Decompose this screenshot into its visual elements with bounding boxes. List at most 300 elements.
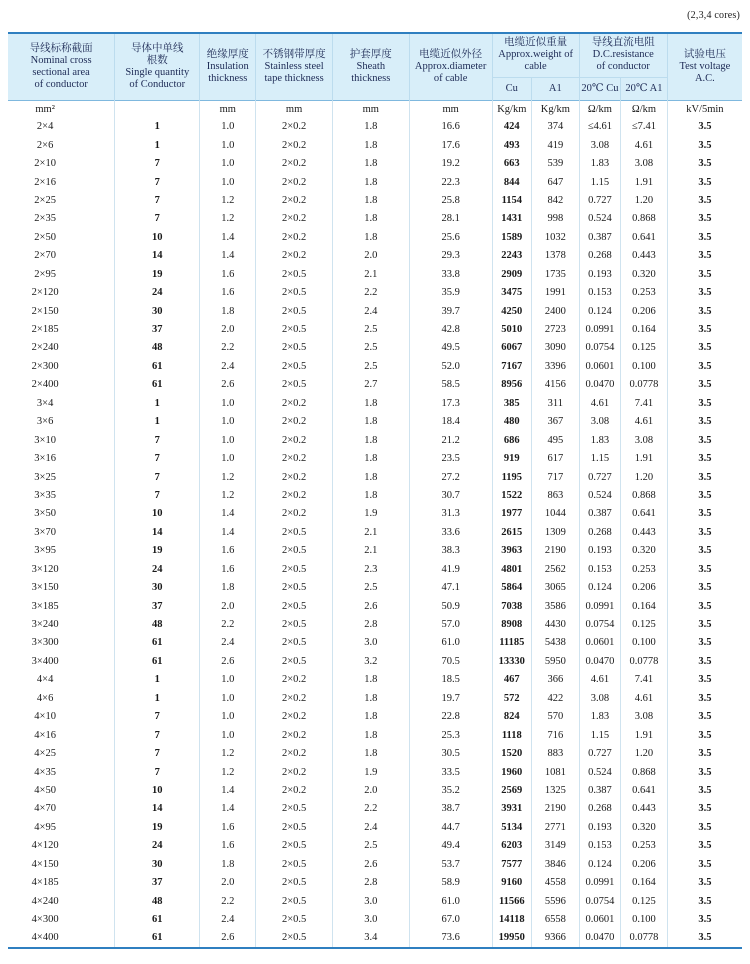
sheath-cell: 2.0 <box>332 247 409 265</box>
tape-cell: 2×0.2 <box>256 247 333 265</box>
weight-cu-cell: 3475 <box>492 283 531 301</box>
tape-cell: 2×0.5 <box>256 873 333 891</box>
sheath-cell: 2.5 <box>332 837 409 855</box>
diameter-cell: 61.0 <box>409 892 492 910</box>
voltage-cell: 3.5 <box>698 213 712 225</box>
diameter-cell: 29.3 <box>409 247 492 265</box>
sheath-cell: 1.8 <box>332 449 409 467</box>
insulation-cell: 2.2 <box>200 339 256 357</box>
insulation-cell: 1.2 <box>200 744 256 762</box>
insulation-cell: 1.8 <box>200 855 256 873</box>
weight-al-cell: 2190 <box>531 800 579 818</box>
resistance-al-cell: 4.61 <box>621 689 668 707</box>
nominal-cell: 3×70 <box>8 523 115 541</box>
voltage-cell: 3.5 <box>698 397 712 409</box>
weight-al-cell: 883 <box>531 744 579 762</box>
tape-cell: 2×0.2 <box>256 763 333 781</box>
single-qty-cell: 19 <box>115 818 200 836</box>
insulation-cell: 1.4 <box>200 247 256 265</box>
insulation-cell: 2.0 <box>200 597 256 615</box>
diameter-cell: 52.0 <box>409 357 492 375</box>
tape-cell: 2×0.2 <box>256 505 333 523</box>
weight-al-cell: 2400 <box>531 302 579 320</box>
insulation-cell: 1.4 <box>200 228 256 246</box>
weight-al-cell: 539 <box>531 154 579 172</box>
resistance-al-cell: 0.641 <box>621 228 668 246</box>
diameter-cell: 19.2 <box>409 154 492 172</box>
single-qty-cell: 24 <box>115 560 200 578</box>
single-qty-cell: 1 <box>115 689 200 707</box>
unit-nominal-cell: mm² <box>8 100 115 118</box>
nominal-cell: 3×25 <box>8 468 115 486</box>
insulation-cell: 1.8 <box>200 302 256 320</box>
header-sheath: 护套厚度 Sheath thickness <box>332 33 409 100</box>
resistance-cu-cell: 0.124 <box>579 302 620 320</box>
insulation-cell: 1.0 <box>200 689 256 707</box>
nominal-cell: 4×300 <box>8 910 115 928</box>
weight-al-cell: 842 <box>531 191 579 209</box>
voltage-cell: 3.5 <box>698 729 712 741</box>
unit-sheath-cell: mm <box>332 100 409 118</box>
weight-al-cell: 3586 <box>531 597 579 615</box>
resistance-cu-cell: 3.08 <box>579 689 620 707</box>
nominal-cell: 2×25 <box>8 191 115 209</box>
resistance-al-cell: 1.91 <box>621 173 668 191</box>
voltage-cell: 3.5 <box>698 655 712 667</box>
diameter-cell: 42.8 <box>409 320 492 338</box>
nominal-cell: 4×120 <box>8 837 115 855</box>
voltage-cell: 3.5 <box>698 360 712 372</box>
nominal-cell: 2×400 <box>8 376 115 394</box>
nominal-cell: 4×16 <box>8 726 115 744</box>
sheath-cell: 1.8 <box>332 154 409 172</box>
voltage-cell: 3.5 <box>698 305 712 317</box>
single-qty-cell: 30 <box>115 855 200 873</box>
nominal-cell: 2×240 <box>8 339 115 357</box>
resistance-al-cell: 1.20 <box>621 468 668 486</box>
nominal-cell: 4×35 <box>8 763 115 781</box>
sheath-cell: 2.5 <box>332 320 409 338</box>
sheath-cell: 2.1 <box>332 265 409 283</box>
weight-al-cell: 5438 <box>531 634 579 652</box>
insulation-cell: 1.0 <box>200 154 256 172</box>
weight-cu-cell: 467 <box>492 671 531 689</box>
resistance-al-cell: 0.443 <box>621 247 668 265</box>
voltage-cell: 3.5 <box>698 287 712 299</box>
single-qty-cell: 61 <box>115 376 200 394</box>
insulation-cell: 2.4 <box>200 910 256 928</box>
resistance-al-cell: 0.0778 <box>621 376 668 394</box>
header-insulation: 绝缘厚度 Insulation thickness <box>200 33 256 100</box>
weight-al-cell: 4156 <box>531 376 579 394</box>
tape-cell: 2×0.2 <box>256 413 333 431</box>
weight-cu-cell: 1431 <box>492 210 531 228</box>
tape-cell: 2×0.5 <box>256 634 333 652</box>
table-row <box>8 763 742 781</box>
table-row <box>8 726 742 744</box>
resistance-al-cell: 0.253 <box>621 283 668 301</box>
tape-cell: 2×0.5 <box>256 929 333 948</box>
single-qty-cell: 1 <box>115 394 200 412</box>
table-row <box>8 413 742 431</box>
weight-al-cell: 5950 <box>531 652 579 670</box>
diameter-cell: 18.4 <box>409 413 492 431</box>
resistance-al-cell: 4.61 <box>621 413 668 431</box>
single-qty-cell: 30 <box>115 302 200 320</box>
sheath-cell: 2.6 <box>332 597 409 615</box>
sheath-cell: 2.4 <box>332 302 409 320</box>
insulation-cell: 1.0 <box>200 726 256 744</box>
diameter-cell: 33.6 <box>409 523 492 541</box>
tape-cell: 2×0.5 <box>256 302 333 320</box>
nominal-cell: 3×300 <box>8 634 115 652</box>
table-row <box>8 708 742 726</box>
weight-cu-cell: 1154 <box>492 191 531 209</box>
weight-al-cell: 1032 <box>531 228 579 246</box>
resistance-cu-cell: 0.193 <box>579 542 620 560</box>
diameter-cell: 49.5 <box>409 339 492 357</box>
nominal-cell: 3×50 <box>8 505 115 523</box>
weight-al-cell: 3846 <box>531 855 579 873</box>
voltage-cell: 3.5 <box>698 748 712 760</box>
nominal-cell: 4×185 <box>8 873 115 891</box>
weight-cu-cell: 11566 <box>492 892 531 910</box>
weight-al-cell: 5596 <box>531 892 579 910</box>
voltage-cell: 3.5 <box>698 803 712 815</box>
voltage-cell: 3.5 <box>698 379 712 391</box>
voltage-cell: 3.5 <box>698 914 712 926</box>
tape-cell: 2×0.5 <box>256 523 333 541</box>
diameter-cell: 27.2 <box>409 468 492 486</box>
single-qty-cell: 14 <box>115 523 200 541</box>
diameter-cell: 70.5 <box>409 652 492 670</box>
table-row <box>8 542 742 560</box>
weight-cu-cell: 493 <box>492 136 531 154</box>
single-qty-cell: 30 <box>115 578 200 596</box>
weight-al-cell: 3396 <box>531 357 579 375</box>
resistance-al-cell: 0.868 <box>621 486 668 504</box>
sheath-cell: 1.8 <box>332 413 409 431</box>
diameter-cell: 16.6 <box>409 118 492 136</box>
table-row <box>8 431 742 449</box>
voltage-cell: 3.5 <box>698 766 712 778</box>
tape-cell: 2×0.2 <box>256 744 333 762</box>
diameter-cell: 58.5 <box>409 376 492 394</box>
diameter-cell: 61.0 <box>409 634 492 652</box>
weight-al-cell: 3065 <box>531 578 579 596</box>
insulation-cell: 2.6 <box>200 652 256 670</box>
table-row <box>8 376 742 394</box>
weight-al-cell: 3090 <box>531 339 579 357</box>
voltage-cell: 3.5 <box>698 416 712 428</box>
weight-cu-cell: 6067 <box>492 339 531 357</box>
diameter-cell: 35.9 <box>409 283 492 301</box>
table-row <box>8 468 742 486</box>
weight-cu-cell: 13330 <box>492 652 531 670</box>
resistance-al-cell: 0.320 <box>621 818 668 836</box>
resistance-al-cell: 0.206 <box>621 578 668 596</box>
weight-al-cell: 716 <box>531 726 579 744</box>
diameter-cell: 73.6 <box>409 929 492 948</box>
resistance-cu-cell: 0.268 <box>579 247 620 265</box>
diameter-cell: 22.3 <box>409 173 492 191</box>
weight-cu-cell: 7577 <box>492 855 531 873</box>
nominal-cell: 4×4 <box>8 671 115 689</box>
cores-note: (2,3,4 cores) <box>687 10 740 21</box>
tape-cell: 2×0.2 <box>256 708 333 726</box>
resistance-al-cell: 4.61 <box>621 136 668 154</box>
resistance-al-cell: 0.0778 <box>621 929 668 948</box>
weight-al-cell: 422 <box>531 689 579 707</box>
voltage-cell: 3.5 <box>698 250 712 262</box>
weight-al-cell: 311 <box>531 394 579 412</box>
weight-cu-cell: 424 <box>492 118 531 136</box>
diameter-cell: 25.6 <box>409 228 492 246</box>
insulation-cell: 1.0 <box>200 431 256 449</box>
single-qty-cell: 7 <box>115 210 200 228</box>
sheath-cell: 1.8 <box>332 118 409 136</box>
header-resistance-al: 20℃ A1 <box>621 77 668 100</box>
insulation-cell: 2.4 <box>200 357 256 375</box>
sheath-cell: 3.0 <box>332 634 409 652</box>
weight-cu-cell: 844 <box>492 173 531 191</box>
table-row <box>8 302 742 320</box>
single-qty-cell: 7 <box>115 744 200 762</box>
resistance-cu-cell: 0.387 <box>579 781 620 799</box>
insulation-cell: 1.6 <box>200 283 256 301</box>
header-resistance: 导线直流电阻 D.C.resistance of conductor <box>579 33 667 77</box>
table-row <box>8 154 742 172</box>
weight-cu-cell: 663 <box>492 154 531 172</box>
resistance-cu-cell: 1.15 <box>579 173 620 191</box>
voltage-cell: 3.5 <box>698 508 712 520</box>
sheath-cell: 1.8 <box>332 486 409 504</box>
nominal-cell: 2×120 <box>8 283 115 301</box>
single-qty-cell: 7 <box>115 468 200 486</box>
weight-cu-cell: 824 <box>492 708 531 726</box>
resistance-cu-cell: 0.727 <box>579 744 620 762</box>
diameter-cell: 38.7 <box>409 800 492 818</box>
insulation-cell: 1.2 <box>200 486 256 504</box>
nominal-cell: 3×120 <box>8 560 115 578</box>
insulation-cell: 1.2 <box>200 210 256 228</box>
weight-al-cell: 1309 <box>531 523 579 541</box>
table-row <box>8 837 742 855</box>
table-row <box>8 505 742 523</box>
weight-al-cell: 367 <box>531 413 579 431</box>
weight-cu-cell: 5864 <box>492 578 531 596</box>
weight-cu-cell: 1195 <box>492 468 531 486</box>
resistance-al-cell: 0.100 <box>621 910 668 928</box>
unit-weight-cu-cell: Kg/km <box>492 100 531 118</box>
weight-cu-cell: 1589 <box>492 228 531 246</box>
sheath-cell: 3.0 <box>332 892 409 910</box>
table-row <box>8 136 742 154</box>
weight-al-cell: 570 <box>531 708 579 726</box>
tape-cell: 2×0.5 <box>256 560 333 578</box>
single-qty-cell: 61 <box>115 652 200 670</box>
weight-al-cell: 2190 <box>531 542 579 560</box>
weight-cu-cell: 7038 <box>492 597 531 615</box>
weight-cu-cell: 11185 <box>492 634 531 652</box>
voltage-cell: 3.5 <box>698 526 712 538</box>
voltage-cell: 3.5 <box>698 674 712 686</box>
weight-al-cell: 6558 <box>531 910 579 928</box>
tape-cell: 2×0.5 <box>256 892 333 910</box>
resistance-cu-cell: 0.193 <box>579 818 620 836</box>
nominal-cell: 2×300 <box>8 357 115 375</box>
resistance-cu-cell: 0.0470 <box>579 652 620 670</box>
header-resistance-cu: 20℃ Cu <box>579 77 620 100</box>
weight-cu-cell: 8956 <box>492 376 531 394</box>
weight-al-cell: 3149 <box>531 837 579 855</box>
header-weight-cu: Cu <box>492 77 531 100</box>
table-row <box>8 634 742 652</box>
resistance-cu-cell: 0.0470 <box>579 929 620 948</box>
single-qty-cell: 61 <box>115 357 200 375</box>
insulation-cell: 1.0 <box>200 118 256 136</box>
resistance-al-cell: 0.206 <box>621 302 668 320</box>
resistance-al-cell: 0.164 <box>621 873 668 891</box>
table-row <box>8 523 742 541</box>
nominal-cell: 2×16 <box>8 173 115 191</box>
unit-tape-cell: mm <box>256 100 333 118</box>
header-single-quantity: 导体中单线 根数 Single quantity of Conductor <box>115 33 200 100</box>
weight-al-cell: 4558 <box>531 873 579 891</box>
single-qty-cell: 14 <box>115 247 200 265</box>
diameter-cell: 33.8 <box>409 265 492 283</box>
insulation-cell: 2.0 <box>200 873 256 891</box>
resistance-al-cell: 0.0778 <box>621 652 668 670</box>
resistance-cu-cell: 0.0601 <box>579 357 620 375</box>
diameter-cell: 35.2 <box>409 781 492 799</box>
voltage-cell: 3.5 <box>698 268 712 280</box>
insulation-cell: 1.6 <box>200 560 256 578</box>
resistance-al-cell: 0.868 <box>621 763 668 781</box>
table-row <box>8 929 742 948</box>
nominal-cell: 3×150 <box>8 578 115 596</box>
table-row <box>8 247 742 265</box>
diameter-cell: 31.3 <box>409 505 492 523</box>
weight-cu-cell: 19950 <box>492 929 531 948</box>
table-row <box>8 210 742 228</box>
single-qty-cell: 7 <box>115 173 200 191</box>
weight-cu-cell: 5010 <box>492 320 531 338</box>
sheath-cell: 2.2 <box>332 283 409 301</box>
voltage-cell: 3.5 <box>698 637 712 649</box>
weight-cu-cell: 686 <box>492 431 531 449</box>
weight-cu-cell: 14118 <box>492 910 531 928</box>
insulation-cell: 1.2 <box>200 763 256 781</box>
diameter-cell: 50.9 <box>409 597 492 615</box>
weight-cu-cell: 4801 <box>492 560 531 578</box>
weight-cu-cell: 385 <box>492 394 531 412</box>
resistance-cu-cell: ≤4.61 <box>579 118 620 136</box>
resistance-al-cell: 0.164 <box>621 320 668 338</box>
single-qty-cell: 19 <box>115 542 200 560</box>
resistance-al-cell: 0.320 <box>621 542 668 560</box>
tape-cell: 2×0.5 <box>256 652 333 670</box>
weight-al-cell: 2723 <box>531 320 579 338</box>
voltage-cell: 3.5 <box>698 471 712 483</box>
single-qty-cell: 24 <box>115 283 200 301</box>
tape-cell: 2×0.5 <box>256 542 333 560</box>
resistance-cu-cell: 1.15 <box>579 449 620 467</box>
nominal-cell: 2×6 <box>8 136 115 154</box>
single-qty-cell: 48 <box>115 892 200 910</box>
nominal-cell: 3×95 <box>8 542 115 560</box>
sheath-cell: 1.8 <box>332 726 409 744</box>
resistance-al-cell: 3.08 <box>621 708 668 726</box>
resistance-cu-cell: 0.0754 <box>579 339 620 357</box>
table-row <box>8 578 742 596</box>
weight-al-cell: 1044 <box>531 505 579 523</box>
tape-cell: 2×0.2 <box>256 431 333 449</box>
voltage-cell: 3.5 <box>667 929 742 948</box>
resistance-cu-cell: 0.524 <box>579 763 620 781</box>
resistance-cu-cell: 1.83 <box>579 154 620 172</box>
nominal-cell: 4×70 <box>8 800 115 818</box>
weight-cu-cell: 1522 <box>492 486 531 504</box>
nominal-cell: 4×150 <box>8 855 115 873</box>
voltage-cell: 3.5 <box>698 895 712 907</box>
weight-cu-cell: 1520 <box>492 744 531 762</box>
nominal-cell: 2×50 <box>8 228 115 246</box>
weight-cu-cell: 8908 <box>492 615 531 633</box>
single-qty-cell: 7 <box>115 763 200 781</box>
weight-al-cell: 9366 <box>531 929 579 948</box>
voltage-cell: 3.5 <box>698 434 712 446</box>
resistance-cu-cell: 4.61 <box>579 394 620 412</box>
insulation-cell: 1.6 <box>200 837 256 855</box>
sheath-cell: 2.1 <box>332 542 409 560</box>
table-row <box>8 597 742 615</box>
resistance-cu-cell: 0.124 <box>579 578 620 596</box>
single-qty-cell: 7 <box>115 431 200 449</box>
voltage-cell: 3.5 <box>698 619 712 631</box>
tape-cell: 2×0.2 <box>256 781 333 799</box>
resistance-cu-cell: 0.524 <box>579 210 620 228</box>
table-row <box>8 615 742 633</box>
nominal-cell: 4×400 <box>8 929 115 948</box>
resistance-cu-cell: 0.153 <box>579 283 620 301</box>
nominal-cell: 2×95 <box>8 265 115 283</box>
single-qty-cell: 7 <box>115 708 200 726</box>
resistance-al-cell: 0.253 <box>621 837 668 855</box>
resistance-al-cell: 0.100 <box>621 357 668 375</box>
resistance-al-cell: 7.41 <box>621 671 668 689</box>
table-row <box>8 357 742 375</box>
table-row <box>8 339 742 357</box>
table-row <box>8 560 742 578</box>
diameter-cell: 47.1 <box>409 578 492 596</box>
voltage-cell: 3.5 <box>698 600 712 612</box>
unit-voltage-cell: kV/5min <box>667 100 742 118</box>
nominal-cell: 3×16 <box>8 449 115 467</box>
weight-cu-cell: 9160 <box>492 873 531 891</box>
diameter-cell: 17.3 <box>409 394 492 412</box>
diameter-cell: 49.4 <box>409 837 492 855</box>
sheath-cell: 1.8 <box>332 394 409 412</box>
tape-cell: 2×0.5 <box>256 615 333 633</box>
tape-cell: 2×0.5 <box>256 910 333 928</box>
nominal-cell: 4×50 <box>8 781 115 799</box>
weight-al-cell: 1378 <box>531 247 579 265</box>
resistance-cu-cell: 1.83 <box>579 708 620 726</box>
sheath-cell: 2.5 <box>332 357 409 375</box>
resistance-cu-cell: 0.268 <box>579 523 620 541</box>
table-row <box>8 320 742 338</box>
